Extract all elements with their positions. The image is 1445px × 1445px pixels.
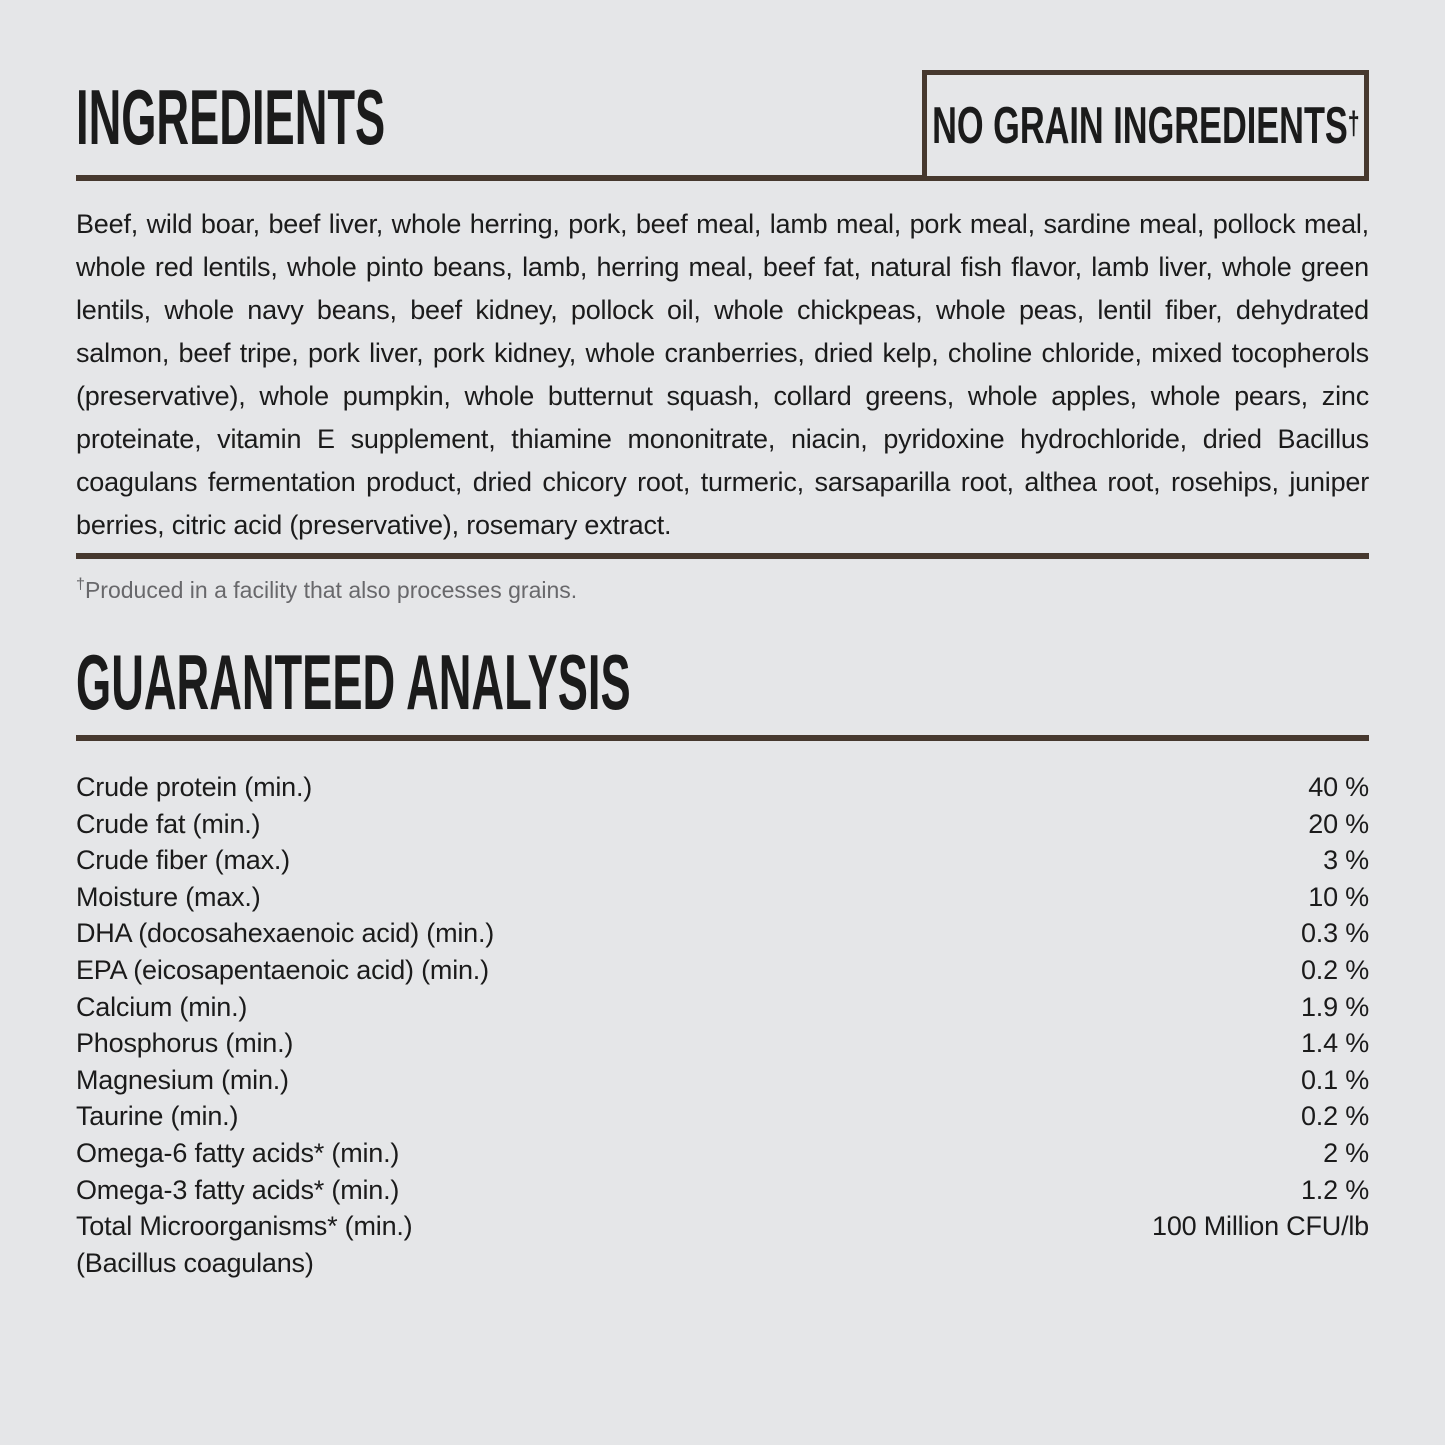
ingredients-list: Beef, wild boar, beef liver, whole herring, pork, beef meal, lamb meal, pork meal, sardine meal, pollock meal, whole red lentils, whole pinto beans, lamb, herring meal, beef fat, natural fish flavor, lamb liver, whole green lentils, whole navy beans, beef kidney, pollock oil, whole chickpeas, whole peas, lentil fiber, dehydrated salmon, beef tripe, pork liver, pork kidney, whole cranberries, dried kelp, choline chloride, mixed tocopherols (preservative), whole pumpkin, whole butternut squash, collard greens, whole apples, whole pears, zinc proteinate, vitamin E supplement, thiamine mononitrate, niacin, pyridoxine hydrochloride, dried Bacillus coagulans fermentation product, dried chicory root, turmeric, sarsaparilla root, althea root, rosehips, juniper berries, citric acid (preservative), rosemary extract. <box>76 209 1369 540</box>
row-value: 2 % <box>1323 1137 1369 1168</box>
footnote-dagger: † <box>76 575 85 593</box>
row-label: Total Microorganisms* (min.) <box>76 1211 413 1242</box>
table-row <box>76 1135 1369 1172</box>
row-value: 1.9 % <box>1300 991 1369 1022</box>
row-value: 100 Million CFU/lb <box>1152 1211 1369 1242</box>
row-value: 20 % <box>1308 808 1369 839</box>
table-row <box>76 1172 1369 1209</box>
divider-above-footnote <box>76 553 1369 559</box>
guaranteed-analysis-title <box>76 638 1369 726</box>
row-label: Phosphorus (min.) <box>76 1028 294 1059</box>
row-label: Crude fiber (max.) <box>76 845 290 876</box>
row-label: Omega-3 fatty acids* (min.) <box>76 1174 400 1205</box>
guaranteed-analysis-title-text: GUARANTEED ANALYSIS <box>76 638 631 726</box>
table-row <box>76 1208 1369 1245</box>
table-row <box>76 1245 1369 1282</box>
row-label: (Bacillus coagulans) <box>76 1247 314 1278</box>
divider-under-analysis-title <box>76 735 1369 741</box>
no-grain-badge-text <box>931 96 1360 155</box>
table-row <box>76 952 1369 989</box>
table-row <box>76 806 1369 843</box>
row-label: Crude fat (min.) <box>76 808 261 839</box>
row-value: 0.2 % <box>1300 1101 1369 1132</box>
row-value: 0.1 % <box>1300 1064 1369 1095</box>
ingredients-title-text: INGREDIENTS <box>76 73 386 161</box>
no-grain-badge-dagger: † <box>1347 104 1360 141</box>
row-label: Calcium (min.) <box>76 991 248 1022</box>
row-value: 0.3 % <box>1300 918 1369 949</box>
row-label: Crude protein (min.) <box>76 772 313 802</box>
row-label: Taurine (min.) <box>76 1101 239 1132</box>
table-row <box>76 842 1369 879</box>
row-label: Moisture (max.) <box>76 881 261 912</box>
row-value: 40 % <box>1308 772 1369 802</box>
grain-facility-footnote <box>76 569 1369 605</box>
table-row <box>76 769 1369 806</box>
guaranteed-analysis-table <box>76 769 1369 1281</box>
row-label: EPA (eicosapentaenoic acid) (min.) <box>76 954 489 985</box>
row-value: 1.2 % <box>1300 1174 1369 1205</box>
table-row <box>76 989 1369 1026</box>
row-label: DHA (docosahexaenoic acid) (min.) <box>76 918 495 949</box>
row-value: 1.4 % <box>1300 1028 1369 1059</box>
footnote-text: Produced in a facility that also processes grains. <box>84 577 578 603</box>
no-grain-badge-label: NO GRAIN INGREDIENTS <box>931 96 1348 155</box>
row-value: 10 % <box>1308 881 1369 912</box>
row-label: Omega-6 fatty acids* (min.) <box>76 1137 400 1168</box>
row-label: Magnesium (min.) <box>76 1064 289 1095</box>
row-value: 3 % <box>1323 845 1369 876</box>
row-value: 0.2 % <box>1300 954 1369 985</box>
table-row <box>76 915 1369 952</box>
ingredients-header <box>76 0 1369 175</box>
table-row <box>76 879 1369 916</box>
no-grain-badge <box>922 70 1369 181</box>
table-row <box>76 1062 1369 1099</box>
table-row <box>76 1025 1369 1062</box>
table-row <box>76 1098 1369 1135</box>
